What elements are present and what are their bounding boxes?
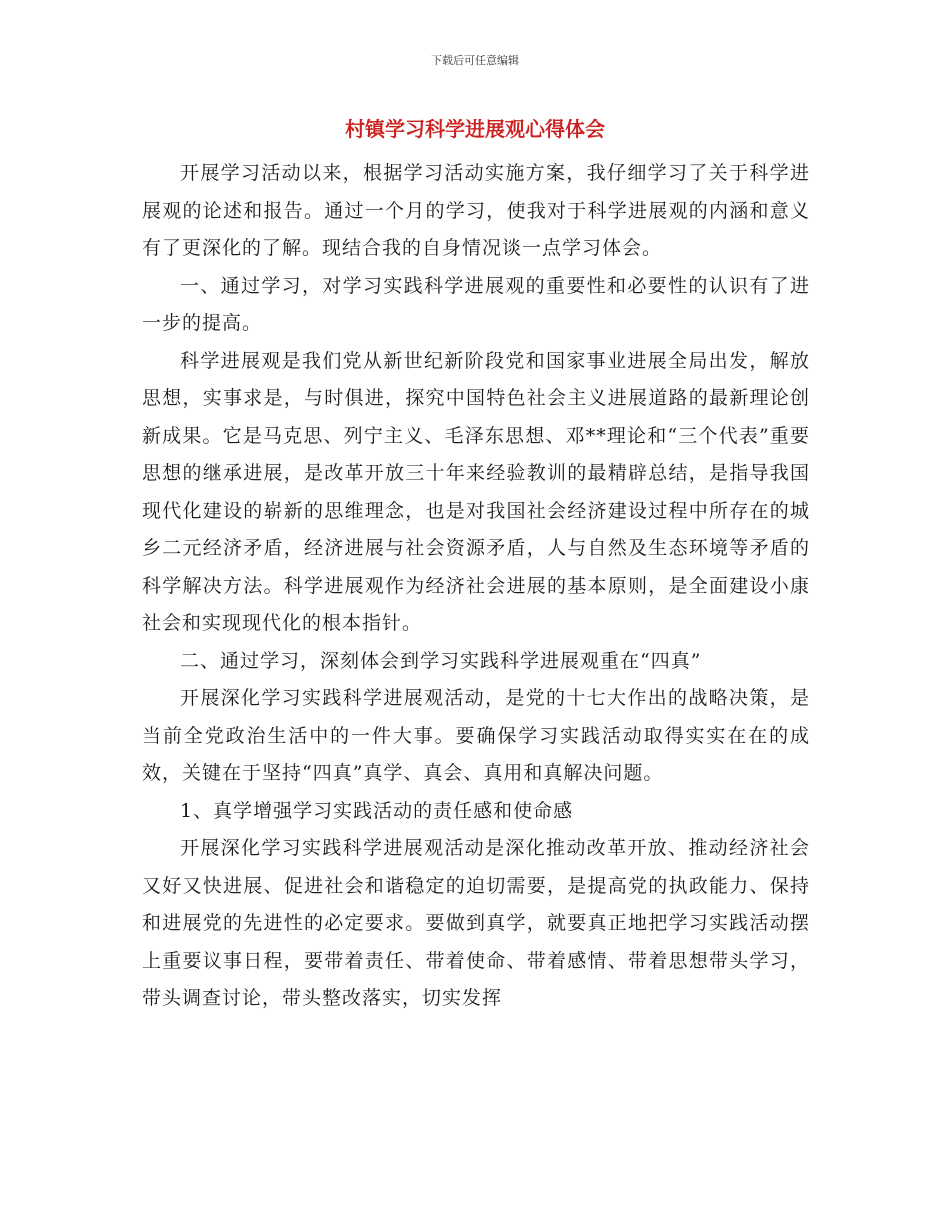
document-title: 村镇学习科学进展观心得体会 xyxy=(345,117,605,141)
subsection-heading-1: 1、真学增强学习实践活动的责任感和使命感 xyxy=(180,799,574,822)
header-note: 下载后可任意编辑 xyxy=(431,54,519,67)
paragraph-section-1: 科学进展观是我们党从新世纪新阶段党和国家事业进展全局出发，解放思想，实事求是，与时俱进，探究中国特色社会主义进展道路的最新理论创新成果。它是马克思、列宁主义、毛泽东思想、邓**理论和“三个代表”重要思想的继承进展，是改革开放三十年来经验教训的最精辟总结，是指导我国现代化建设的崭新的思维理念，也是对我国社会经济建设过程中所存在的城乡二元经济矛盾，经济进展与社会资源矛盾，人与自然及生态环境等矛盾的科学解决方法。科学进展观作为经济社会进展的基本原则，是全面建设小康社会和实现现代化的根本指针。 xyxy=(142,349,810,634)
section-heading-1: 一、通过学习，对学习实践科学进展观的重要性和必要性的认识有了进一步的提高。 xyxy=(142,274,810,334)
paragraph-subsection-1: 开展深化学习实践科学进展观活动是深化推动改革开放、推动经济社会又好又快进展、促进社会和谐稳定的迫切需要，是提高党的执政能力、保持和进展党的先进性的必定要求。要做到真学，就要真正地把学习实践活动摆上重要议事日程，要带着责任、带着使命、带着感情、带着思想带头学习，带头调查讨论，带头整改落实，切实发挥 xyxy=(142,837,810,1009)
paragraph-section-2: 开展深化学习实践科学进展观活动，是党的十七大作出的战略决策，是当前全党政治生活中的一件大事。要确保学习实践活动取得实实在在的成效，关键在于坚持“四真”真学、真会、真用和真解决问题。 xyxy=(142,687,810,784)
document-body xyxy=(142,155,810,1018)
section-heading-2: 二、通过学习，深刻体会到学习实践科学进展观重在“四真” xyxy=(180,649,702,672)
paragraph-intro: 开展学习活动以来，根据学习活动实施方案，我仔细学习了关于科学进展观的论述和报告。通过一个月的学习，使我对于科学进展观的内涵和意义有了更深化的了解。现结合我的自身情况谈一点学习体会。 xyxy=(142,162,810,259)
